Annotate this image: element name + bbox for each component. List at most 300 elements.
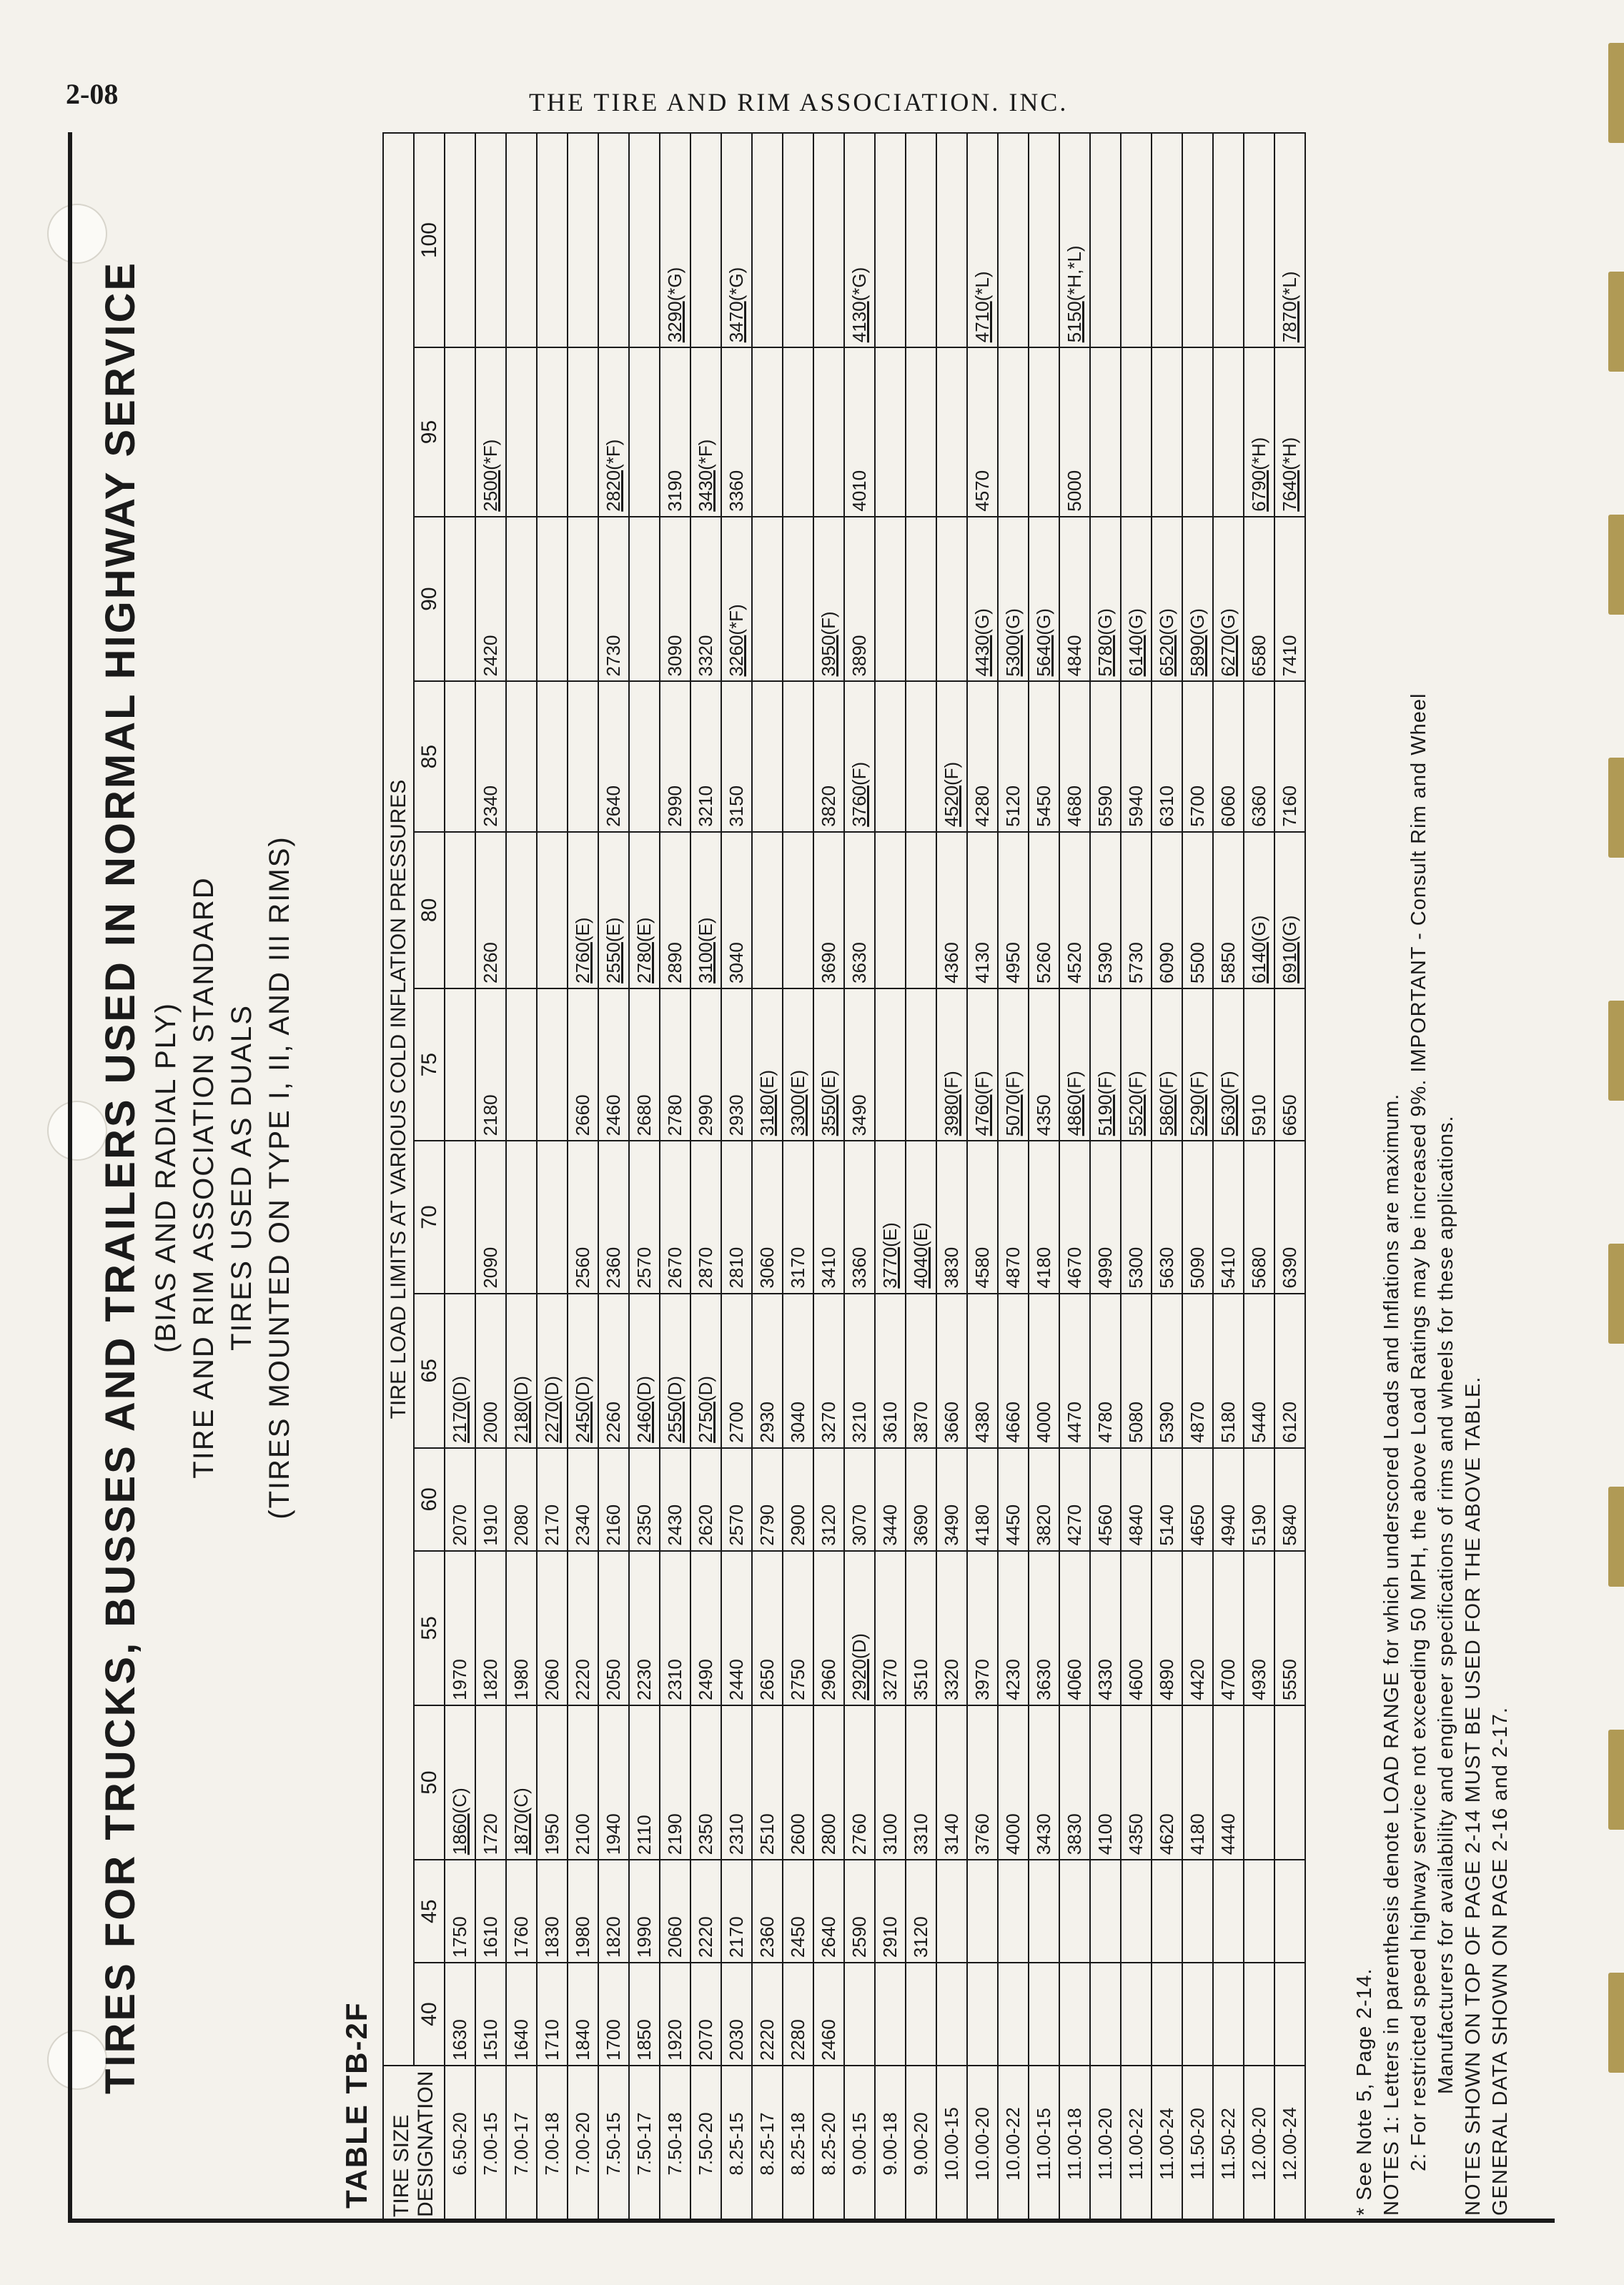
load-cell: 2050 [598, 1551, 629, 1705]
max-load-value: 4040 [910, 1246, 931, 1289]
max-load-value: 1870 [510, 1813, 532, 1855]
load-cell [998, 1963, 1029, 2066]
load-cell: 4350 [1121, 1705, 1152, 1860]
load-cell [1182, 517, 1213, 682]
load-cell [813, 133, 844, 347]
page-header [0, 0, 1624, 129]
load-range-letter: (E) [910, 1222, 931, 1247]
edge-tab [1608, 1730, 1624, 1830]
table-row [936, 133, 967, 2222]
load-cell [1121, 133, 1152, 347]
load-range-letter: (D) [633, 1375, 655, 1402]
load-cell: 4450 [998, 1448, 1029, 1551]
load-cell [721, 517, 752, 682]
table-row [752, 133, 783, 2222]
load-cell [906, 988, 936, 1141]
pressure-header: 100 [414, 133, 445, 347]
load-cell [1059, 1963, 1090, 2066]
load-cell [568, 1294, 598, 1448]
load-cell: 2460 [813, 1963, 844, 2066]
load-cell: 2640 [598, 681, 629, 831]
subtitle-rims: (TIRES MOUNTED ON TYPE I, II, AND III RIMS) [264, 836, 295, 1520]
general-data-reference: GENERAL DATA SHOWN ON PAGE 2-16 and 2-17. [1489, 1707, 1512, 2216]
load-cell [906, 347, 936, 516]
load-cell [1182, 133, 1213, 347]
load-cell [690, 347, 721, 516]
load-cell: 5680 [1244, 1141, 1274, 1293]
load-cell [906, 681, 936, 831]
load-cell [783, 832, 813, 988]
table-row [875, 133, 906, 2222]
pressure-header: 65 [414, 1294, 445, 1448]
load-range-letter: (F) [971, 1071, 993, 1095]
tire-size-cell: 7.00-20 [568, 2066, 598, 2222]
load-cell: 3410 [813, 1141, 844, 1293]
load-range-letter: (*F) [726, 604, 747, 635]
load-range-letter: (D) [449, 1375, 470, 1402]
pressure-header: 50 [414, 1705, 445, 1860]
load-cell [475, 347, 506, 516]
load-cell: 4520 [1059, 832, 1090, 988]
max-load-value: 2760 [572, 942, 593, 983]
max-load-value: 5890 [1187, 635, 1208, 677]
load-range-letter: (C) [449, 1788, 470, 1814]
load-range-letter: (*F) [603, 439, 624, 470]
subtitle-ply: (BIAS AND RADIAL PLY) [150, 1001, 182, 1354]
load-cell: 4180 [1182, 1705, 1213, 1860]
table-row [1244, 133, 1274, 2222]
load-cell [1213, 1860, 1244, 1963]
table-row [660, 133, 690, 2222]
load-cell: 4270 [1059, 1448, 1090, 1551]
load-cell [506, 681, 537, 831]
load-cell: 6650 [1274, 988, 1305, 1141]
load-cell: 4700 [1213, 1551, 1244, 1705]
max-load-value: 2500 [480, 470, 501, 512]
max-load-value: 2170 [449, 1402, 470, 1443]
load-cell [1121, 517, 1152, 682]
load-cell: 3320 [690, 517, 721, 682]
load-cell: 4990 [1090, 1141, 1121, 1293]
max-load-value: 5860 [1156, 1094, 1177, 1136]
max-load-value: 3770 [879, 1246, 901, 1289]
load-cell [875, 133, 906, 347]
load-cell: 2060 [537, 1551, 568, 1705]
load-cell: 2220 [568, 1551, 598, 1705]
load-cell [1152, 133, 1182, 347]
load-cell: 4230 [998, 1551, 1029, 1705]
load-cell [1090, 517, 1121, 682]
load-cell: 4000 [1029, 1294, 1059, 1448]
load-cell: 4570 [967, 347, 998, 516]
pressure-header: 70 [414, 1141, 445, 1293]
load-cell: 3310 [906, 1705, 936, 1860]
edge-tab [1608, 1487, 1624, 1587]
load-cell [752, 832, 783, 988]
tire-size-cell: 11.00-18 [1059, 2066, 1090, 2222]
load-cell: 4380 [967, 1294, 998, 1448]
tire-size-cell: 11.00-24 [1152, 2066, 1182, 2222]
load-range-letter: (F) [818, 611, 839, 635]
load-cell: 1850 [629, 1963, 660, 2066]
load-cell [1029, 347, 1059, 516]
load-range-letter: (*F) [695, 439, 716, 470]
table-row [813, 133, 844, 2222]
note-2-continued: Manufacturers for availability and engineer specifications of rims and wheels for these applications. [1435, 1115, 1457, 2094]
load-cell [906, 1963, 936, 2066]
load-cell [967, 517, 998, 682]
load-cell: 2590 [844, 1860, 875, 1963]
pressure-header: 55 [414, 1551, 445, 1705]
load-cell [660, 133, 690, 347]
load-range-letter: (*H,*L) [1064, 245, 1085, 302]
max-load-value: 7640 [1279, 470, 1300, 512]
load-range-letter: (F) [941, 1071, 962, 1095]
load-cell: 7410 [1274, 517, 1305, 682]
load-range-letter: (F) [1094, 1071, 1116, 1095]
load-cell: 3820 [1029, 1448, 1059, 1551]
max-load-value: 5640 [1033, 635, 1054, 677]
pressure-header: 80 [414, 832, 445, 988]
load-cell [967, 1963, 998, 2066]
load-cell: 4280 [967, 681, 998, 831]
load-cell: 1640 [506, 1963, 537, 2066]
load-range-letter: (C) [510, 1788, 532, 1814]
load-cell: 4350 [1029, 988, 1059, 1141]
table-body [445, 133, 1305, 2222]
max-load-value: 2920 [848, 1659, 870, 1700]
load-cell [1090, 1963, 1121, 2066]
tire-size-cell: 11.50-20 [1182, 2066, 1213, 2222]
load-cell [1182, 1860, 1213, 1963]
load-cell [1182, 988, 1213, 1141]
load-cell [1182, 347, 1213, 516]
load-cell: 3760 [967, 1705, 998, 1860]
tire-size-cell: 8.25-20 [813, 2066, 844, 2222]
load-cell: 3830 [936, 1141, 967, 1293]
load-cell: 4670 [1059, 1141, 1090, 1293]
load-cell: 6360 [1244, 681, 1274, 831]
load-cell: 3630 [844, 832, 875, 988]
load-cell [629, 681, 660, 831]
size-header-line2: DESIGNATION [414, 2071, 437, 2217]
max-load-value: 5630 [1217, 1094, 1239, 1136]
load-cell: 3360 [844, 1141, 875, 1293]
subtitle-standard: TIRE AND RIM ASSOCIATION STANDARD [188, 876, 219, 1479]
load-cell [629, 517, 660, 682]
tire-size-cell: 7.00-17 [506, 2066, 537, 2222]
edge-tab [1608, 272, 1624, 372]
load-range-letter: (F) [1156, 1071, 1177, 1095]
size-column-header [383, 2066, 445, 2222]
load-cell: 4840 [1121, 1448, 1152, 1551]
load-cell [568, 133, 598, 347]
load-cell: 1820 [598, 1860, 629, 1963]
load-cell: 2570 [721, 1448, 752, 1551]
load-cell: 2310 [660, 1551, 690, 1705]
load-cell [1274, 1860, 1305, 1963]
load-cell: 2070 [445, 1448, 475, 1551]
load-cell: 1910 [475, 1448, 506, 1551]
load-cell [1213, 517, 1244, 682]
load-cell: 5190 [1244, 1448, 1274, 1551]
load-cell: 5450 [1029, 681, 1059, 831]
load-cell: 4930 [1244, 1551, 1274, 1705]
load-cell [445, 347, 475, 516]
load-cell: 5300 [1121, 1141, 1152, 1293]
load-cell [1121, 1860, 1152, 1963]
load-cell: 7160 [1274, 681, 1305, 831]
load-cell [537, 133, 568, 347]
load-cell [1152, 517, 1182, 682]
pressure-header-row [414, 133, 445, 2222]
load-cell: 2180 [475, 988, 506, 1141]
load-cell: 1990 [629, 1860, 660, 1963]
load-cell: 2900 [783, 1448, 813, 1551]
load-cell [813, 988, 844, 1141]
load-cell: 4870 [1182, 1294, 1213, 1448]
load-range-letter: (F) [1002, 1071, 1024, 1095]
load-range-letter: (*H) [1279, 437, 1300, 470]
load-range-letter: (G) [1187, 608, 1208, 635]
table-row [1090, 133, 1121, 2222]
main-title: TIRES FOR TRUCKS, BUSSES AND TRAILERS USED IN NORMAL HIGHWAY SERVICE [97, 260, 144, 2095]
load-cell: 5550 [1274, 1551, 1305, 1705]
table-row [721, 133, 752, 2222]
load-range-letter: (E) [603, 917, 624, 943]
table-row [568, 133, 598, 2222]
edge-tab [1608, 1001, 1624, 1101]
load-cell: 3270 [875, 1551, 906, 1705]
table-row [537, 133, 568, 2222]
load-range-letter: (F) [1064, 1071, 1085, 1095]
page-number: 2-08 [66, 78, 119, 110]
load-range-letter: (G) [971, 608, 993, 635]
load-cell: 4580 [967, 1141, 998, 1293]
load-cell [598, 347, 629, 516]
load-cell: 2800 [813, 1705, 844, 1860]
load-cell: 6060 [1213, 681, 1244, 831]
load-cell [721, 133, 752, 347]
max-load-value: 3980 [941, 1094, 962, 1136]
load-cell [875, 1141, 906, 1293]
load-cell [1182, 1963, 1213, 2066]
max-load-value: 3300 [787, 1094, 808, 1136]
load-cell [875, 1963, 906, 2066]
load-cell: 2930 [752, 1294, 783, 1448]
max-load-value: 3950 [818, 635, 839, 677]
max-load-value: 2780 [633, 942, 655, 983]
edge-tab [1608, 515, 1624, 615]
load-cell: 4130 [967, 832, 998, 988]
load-cell: 5180 [1213, 1294, 1244, 1448]
load-cell [690, 832, 721, 988]
load-cell: 2490 [690, 1551, 721, 1705]
table-row [598, 133, 629, 2222]
load-range-letter: (*G) [726, 267, 747, 302]
table-row [475, 133, 506, 2222]
tire-size-cell: 11.50-22 [1213, 2066, 1244, 2222]
load-cell: 4470 [1059, 1294, 1090, 1448]
load-cell [906, 517, 936, 682]
load-cell: 2340 [475, 681, 506, 831]
load-limits-table [382, 132, 1306, 2223]
tire-size-cell: 11.00-20 [1090, 2066, 1121, 2222]
load-cell: 4010 [844, 347, 875, 516]
load-cell [537, 347, 568, 516]
load-cell: 4100 [1090, 1705, 1121, 1860]
load-cell: 4000 [998, 1705, 1029, 1860]
table-row [844, 133, 875, 2222]
tire-size-cell: 8.25-17 [752, 2066, 783, 2222]
load-cell: 3970 [967, 1551, 998, 1705]
load-range-letter: (F) [1187, 1071, 1208, 1095]
max-load-value: 3180 [756, 1094, 778, 1136]
load-cell: 2460 [598, 988, 629, 1141]
size-header-line1: TIRE SIZE [390, 2114, 413, 2217]
load-cell: 5700 [1182, 681, 1213, 831]
load-cell: 2560 [568, 1141, 598, 1293]
max-load-value: 2450 [572, 1402, 593, 1443]
load-range-letter: (D) [664, 1375, 685, 1402]
load-cell: 2260 [598, 1294, 629, 1448]
load-cell [783, 988, 813, 1141]
load-cell: 1970 [445, 1551, 475, 1705]
load-cell: 5390 [1090, 832, 1121, 988]
load-cell: 1630 [445, 1963, 475, 2066]
max-load-value: 3760 [848, 785, 870, 827]
load-cell [1152, 347, 1182, 516]
load-cell: 2220 [752, 1963, 783, 2066]
load-cell: 2910 [875, 1860, 906, 1963]
note-2: 2: For restricted speed highway service not exceeding 50 MPH, the above Load Ratings may be increased 9%. IMPORTANT - Consult Rim and Wheel [1407, 693, 1430, 2171]
max-load-value: 4130 [848, 301, 870, 343]
load-cell: 2650 [752, 1551, 783, 1705]
load-cell: 1820 [475, 1551, 506, 1705]
load-cell: 4940 [1213, 1448, 1244, 1551]
load-cell: 4840 [1059, 517, 1090, 682]
max-load-value: 3100 [695, 942, 716, 983]
load-cell: 2090 [475, 1141, 506, 1293]
load-cell [506, 1294, 537, 1448]
load-cell [690, 133, 721, 347]
load-cell [844, 133, 875, 347]
load-cell [1090, 1860, 1121, 1963]
max-load-value: 6270 [1217, 635, 1239, 677]
load-cell [936, 988, 967, 1141]
load-cell [445, 1141, 475, 1293]
load-cell [506, 133, 537, 347]
load-cell [967, 133, 998, 347]
load-cell: 2060 [660, 1860, 690, 1963]
load-cell [813, 347, 844, 516]
running-head: THE TIRE AND RIM ASSOCIATION. INC. [529, 88, 1069, 117]
load-cell [1029, 1963, 1059, 2066]
pressure-header: 45 [414, 1860, 445, 1963]
tire-size-cell: 10.00-20 [967, 2066, 998, 2222]
load-cell: 4060 [1059, 1551, 1090, 1705]
load-cell: 1980 [506, 1551, 537, 1705]
load-cell: 3210 [844, 1294, 875, 1448]
load-cell: 6580 [1244, 517, 1274, 682]
load-cell: 2420 [475, 517, 506, 682]
load-cell [752, 517, 783, 682]
max-load-value: 6910 [1279, 942, 1300, 983]
load-cell [1121, 988, 1152, 1141]
max-load-value: 5780 [1094, 635, 1116, 677]
max-load-value: 5190 [1094, 1094, 1116, 1136]
tire-size-cell: 12.00-24 [1274, 2066, 1305, 2222]
load-range-letter: (G) [1279, 915, 1300, 943]
load-cell [506, 1141, 537, 1293]
tire-size-cell: 7.50-17 [629, 2066, 660, 2222]
load-cell [506, 988, 537, 1141]
load-cell: 3890 [844, 517, 875, 682]
load-cell: 3610 [875, 1294, 906, 1448]
load-cell: 2350 [629, 1448, 660, 1551]
load-cell: 2760 [844, 1705, 875, 1860]
load-cell: 2350 [690, 1705, 721, 1860]
load-cell: 2170 [721, 1860, 752, 1963]
load-cell [1244, 1705, 1274, 1860]
load-cell: 2670 [660, 1141, 690, 1293]
load-cell [998, 1860, 1029, 1963]
load-cell [783, 681, 813, 831]
load-cell: 3660 [936, 1294, 967, 1448]
load-cell [906, 832, 936, 988]
load-cell: 1610 [475, 1860, 506, 1963]
load-cell: 2000 [475, 1294, 506, 1448]
max-load-value: 2270 [541, 1402, 563, 1443]
load-cell: 3140 [936, 1705, 967, 1860]
load-cell: 1830 [537, 1860, 568, 1963]
load-cell: 6310 [1152, 681, 1182, 831]
load-cell [783, 517, 813, 682]
max-load-value: 2550 [603, 942, 624, 983]
load-cell [752, 347, 783, 516]
load-cell: 1980 [568, 1860, 598, 1963]
load-cell: 1720 [475, 1705, 506, 1860]
max-load-value: 6140 [1248, 942, 1269, 983]
load-cell [783, 133, 813, 347]
load-cell: 2680 [629, 988, 660, 1141]
max-load-value: 2550 [664, 1402, 685, 1443]
load-cell: 3100 [875, 1705, 906, 1860]
load-cell [752, 133, 783, 347]
load-cell: 3170 [783, 1141, 813, 1293]
load-cell [1121, 347, 1152, 516]
load-cell [1244, 832, 1274, 988]
load-cell: 4620 [1152, 1705, 1182, 1860]
load-cell: 3150 [721, 681, 752, 831]
load-cell: 3060 [752, 1141, 783, 1293]
load-cell [445, 1705, 475, 1860]
load-cell: 1700 [598, 1963, 629, 2066]
load-cell: 6090 [1152, 832, 1182, 988]
notes-reference: NOTES SHOWN ON TOP OF PAGE 2-14 MUST BE USED FOR THE ABOVE TABLE. [1462, 1376, 1485, 2216]
load-cell: 2890 [660, 832, 690, 988]
load-cell: 2930 [721, 988, 752, 1141]
load-cell: 5590 [1090, 681, 1121, 831]
max-load-value: 3260 [726, 635, 747, 677]
table-row [1029, 133, 1059, 2222]
load-cell: 2640 [813, 1860, 844, 1963]
load-cell [936, 517, 967, 682]
load-cell [1152, 988, 1182, 1141]
load-cell: 2810 [721, 1141, 752, 1293]
load-cell: 1920 [660, 1963, 690, 2066]
load-cell [875, 832, 906, 988]
